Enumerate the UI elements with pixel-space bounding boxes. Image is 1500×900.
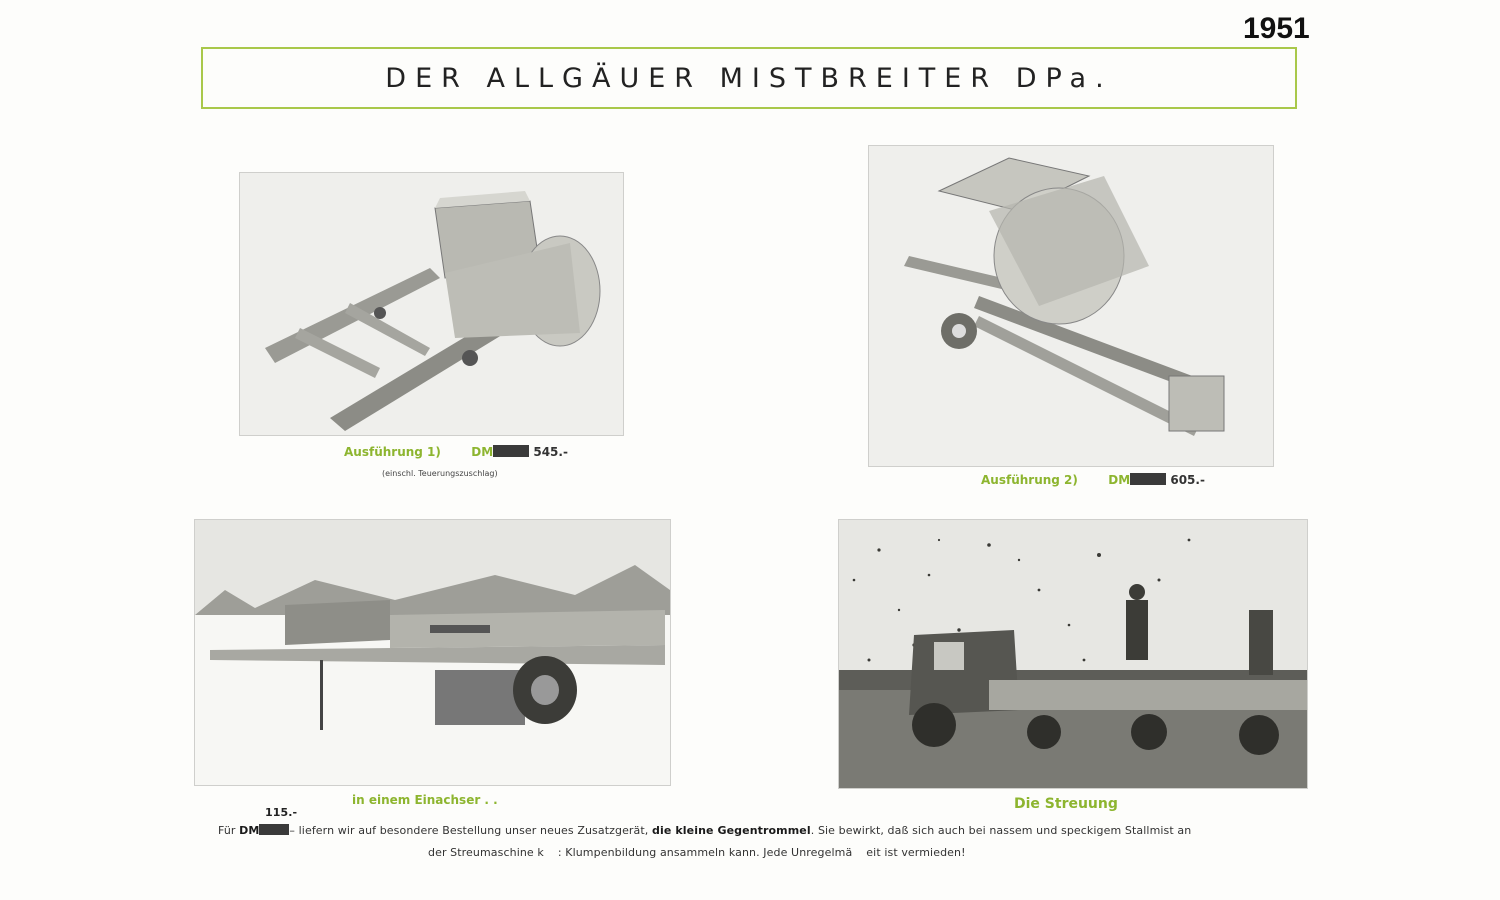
title-frame — [201, 47, 1297, 109]
photo-machine-version-2 — [868, 145, 1274, 467]
page-title: DER ALLGÄUER MISTBREITER DPa. — [385, 62, 1113, 94]
footer-prefix: Für — [218, 824, 236, 837]
caption-version-1 — [344, 445, 568, 459]
year-label: 1951 — [1243, 12, 1310, 45]
caption-version-2-currency: DM — [1108, 473, 1131, 487]
photo-single-axle-trailer — [194, 519, 671, 786]
caption-version-1-price: 545.- — [533, 445, 568, 459]
caption-spreading: Die Streuung — [1014, 796, 1118, 812]
footer-text-b: . Sie bewirkt, daß sich auch bei nassem und speckigem Stallmist an — [810, 824, 1192, 837]
redaction-mark — [1130, 473, 1166, 485]
photo-machine-version-1 — [239, 172, 624, 436]
caption-version-1-currency: DM — [471, 445, 494, 459]
footer-dash: – — [289, 824, 296, 837]
caption-version-2-price: 605.- — [1170, 473, 1205, 487]
caption-version-2 — [981, 473, 1205, 487]
caption-version-2-label: Ausführung 2) — [981, 473, 1078, 487]
caption-single-axle: in einem Einachser . . — [352, 793, 498, 807]
footer-line-2 — [428, 846, 966, 859]
footer-currency: DM — [239, 824, 260, 837]
footer-line-2-a: der Streumaschine k — [428, 846, 544, 859]
photo-spreading-in-field — [838, 519, 1308, 789]
footer-line-2-c: eit ist vermieden! — [866, 846, 966, 859]
caption-version-1-label: Ausführung 1) — [344, 445, 441, 459]
footer-price: 115.- — [265, 806, 298, 819]
redaction-mark — [259, 824, 289, 835]
footer-line-1 — [218, 824, 1191, 837]
footer-bold-product: die kleine Gegentrommel — [652, 824, 811, 837]
redaction-mark — [493, 445, 529, 457]
footer-text-a: liefern wir auf besondere Bestellung unser neues Zusatzgerät, — [298, 824, 649, 837]
caption-version-1-note: (einschl. Teuerungszuschlag) — [382, 469, 498, 478]
footer-line-2-b: : Klumpenbildung ansammeln kann. Jede Unregelmä — [557, 846, 853, 859]
